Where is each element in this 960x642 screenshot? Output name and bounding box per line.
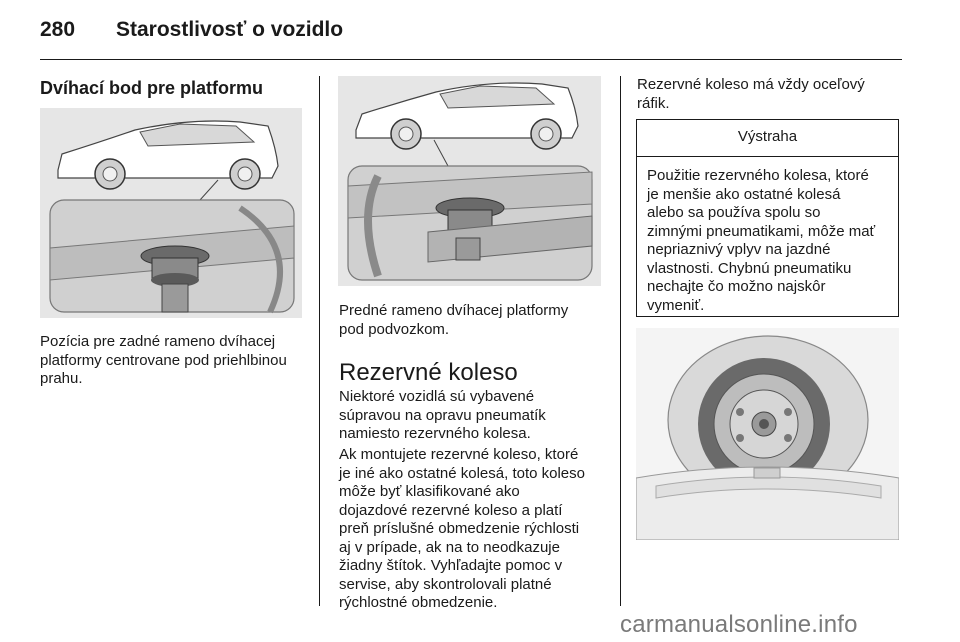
- warning-box: [636, 119, 899, 317]
- warning-title: Výstraha: [737, 128, 798, 145]
- spare-wheel-illustration: [636, 328, 899, 540]
- car-lift-point-front-illustration: [338, 76, 601, 286]
- section-heading-lift-point: Dvíhací bod pre platformu: [40, 78, 264, 98]
- paragraph-spare-wheel-speed: Ak montujete rezervné koleso, ktoré je iné ako ostatné kolesá, toto koleso môže byť klasifikované ako dojazdové rezervné koleso a platí preň príslušné obmedzenie rýchlosti aj v prípade, ak na to neodkazuje žiadny štítok. Vyhľadajte pomoc v servise, aby skontrolovali platné rýchlostné obmedzenie.: [339, 446, 585, 611]
- caption-front-lift-arm: Predné rameno dvíhacej platformy pod podvozkom.: [339, 302, 569, 338]
- page-header: [40, 14, 902, 52]
- page-number: 280: [40, 18, 76, 41]
- running-title: Starostlivosť o vozidlo: [116, 18, 344, 41]
- column-divider-1: [319, 76, 320, 606]
- car-lift-point-rear-illustration: [40, 108, 302, 318]
- warning-text: Použitie rezervného kolesa, ktoré je menšie ako ostatné kolesá alebo sa používa spolu so zimnými pneumatikami, môže mať nepriaznivý vplyv na jazdné vlastnosti. Chybnú pneumatiku nechajte čo možno najskôr vymeniť.: [647, 167, 876, 314]
- caption-rear-lift-arm: Pozícia pre zadné rameno dvíhacej platformy centrovane pod priehlbinou prahu.: [40, 333, 287, 387]
- header-divider: [40, 59, 902, 60]
- watermark: carmanualsonline.info: [620, 611, 858, 638]
- warning-divider: [637, 156, 898, 157]
- paragraph-steel-rim: Rezervné koleso má vždy oceľový ráfik.: [637, 76, 865, 112]
- paragraph-repair-kit: Niektoré vozidlá sú vybavené súpravou na opravu pneumatík namiesto rezervného kolesa.: [339, 388, 546, 442]
- column-divider-2: [620, 76, 621, 606]
- section-heading-spare-wheel: Rezervné koleso: [339, 359, 518, 386]
